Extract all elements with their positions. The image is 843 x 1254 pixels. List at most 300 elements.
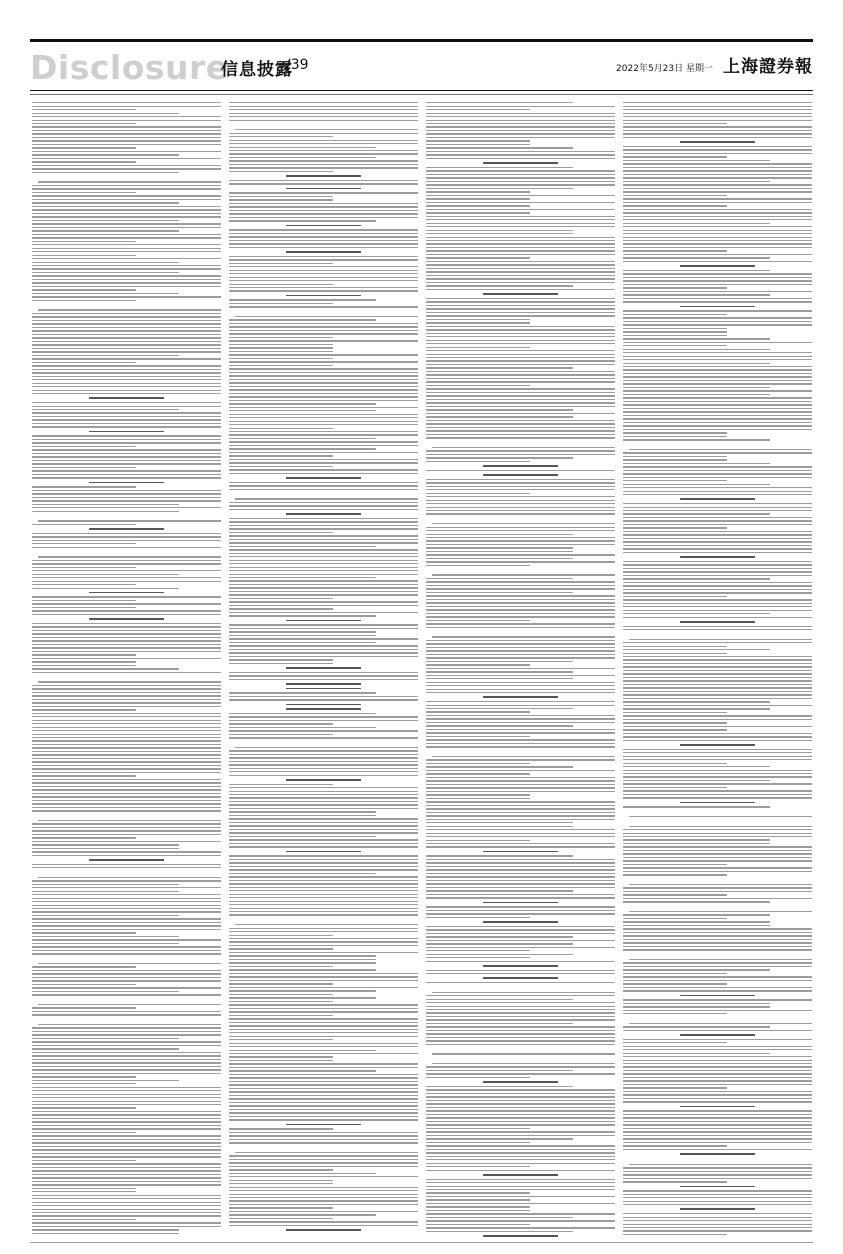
text-line <box>426 385 530 386</box>
text-line <box>426 1026 615 1027</box>
text-line <box>32 1097 221 1098</box>
text-line <box>32 113 179 114</box>
text-line <box>229 164 418 165</box>
text-line <box>229 994 333 995</box>
text-line <box>623 349 770 350</box>
text-line <box>32 939 221 940</box>
text-line <box>623 163 812 164</box>
text-line <box>229 843 418 844</box>
text-line <box>32 984 136 985</box>
text-line <box>426 627 615 628</box>
text-line <box>623 606 812 607</box>
text-line <box>229 535 418 536</box>
text-line <box>623 783 812 784</box>
text-line <box>426 588 615 589</box>
text-line <box>426 815 615 816</box>
text-line <box>229 452 418 453</box>
text-line <box>229 330 418 331</box>
text-line <box>426 357 615 358</box>
text-line <box>623 794 812 795</box>
text-line <box>426 275 615 276</box>
text-line <box>629 1164 812 1165</box>
text-line <box>32 1191 136 1192</box>
text-line <box>32 511 179 512</box>
text-line <box>229 546 376 547</box>
text-line <box>426 1070 573 1071</box>
text-line <box>229 1022 418 1023</box>
text-line <box>229 434 418 435</box>
text-line <box>32 1062 221 1063</box>
text-line <box>32 668 179 669</box>
text-line <box>235 1152 418 1153</box>
text-line <box>32 209 221 210</box>
text-line <box>426 496 615 497</box>
text-line <box>32 172 179 173</box>
text-line <box>32 1170 221 1171</box>
text-line <box>426 995 615 996</box>
text-line <box>32 894 221 895</box>
text-line <box>623 887 812 888</box>
text-line <box>426 887 615 888</box>
text-line <box>32 409 179 410</box>
text-line <box>229 1139 418 1140</box>
text-line <box>229 183 418 184</box>
text-line <box>32 540 221 541</box>
text-line <box>623 376 812 377</box>
text-line <box>32 946 221 947</box>
text-line <box>426 392 615 393</box>
text-line <box>229 808 418 809</box>
text-line <box>426 692 615 693</box>
paragraph-gap <box>32 957 221 961</box>
text-line <box>229 290 418 291</box>
text-line <box>32 116 221 117</box>
text-line <box>426 1199 530 1200</box>
text-line <box>32 1007 136 1008</box>
text-line <box>623 237 812 238</box>
text-line <box>680 621 756 623</box>
text-line <box>623 733 812 734</box>
text-line <box>623 102 812 103</box>
text-line <box>229 869 418 870</box>
text-line <box>426 457 573 458</box>
text-line <box>623 797 812 798</box>
text-line <box>229 577 376 578</box>
text-column-4 <box>623 100 812 1238</box>
text-line <box>426 240 615 241</box>
text-line <box>483 902 559 904</box>
text-line <box>229 656 418 657</box>
text-line <box>426 413 615 414</box>
text-line <box>623 106 812 107</box>
text-line <box>623 1003 770 1004</box>
text-line <box>623 425 812 426</box>
text-line <box>623 202 812 203</box>
text-line <box>229 1207 333 1208</box>
text-line <box>229 140 418 141</box>
text-line <box>32 740 221 741</box>
text-line <box>426 805 615 806</box>
text-line <box>623 352 812 353</box>
text-line <box>432 447 615 448</box>
text-line <box>229 196 333 197</box>
text-line <box>426 866 615 867</box>
text-line <box>426 929 615 930</box>
text-line <box>32 446 136 447</box>
text-line <box>680 744 756 746</box>
text-line <box>623 1091 812 1092</box>
text-line <box>32 1066 221 1067</box>
text-line <box>229 256 418 257</box>
text-line <box>426 725 573 726</box>
text-line <box>426 640 615 641</box>
text-line <box>32 500 221 501</box>
text-line <box>32 588 179 589</box>
text-line <box>623 1056 812 1057</box>
text-line <box>229 737 418 738</box>
text-line <box>229 229 418 230</box>
text-line <box>32 1055 221 1056</box>
text-line <box>229 358 333 359</box>
text-line <box>426 943 573 944</box>
paragraph-gap <box>623 953 812 957</box>
paragraph-gap <box>426 985 615 989</box>
text-line <box>426 219 615 220</box>
text-line <box>38 963 221 964</box>
text-line <box>32 661 136 662</box>
text-line <box>229 696 418 697</box>
text-line <box>229 608 333 609</box>
text-line <box>286 779 362 781</box>
text-line <box>229 120 418 121</box>
text-line <box>426 599 615 600</box>
text-line <box>32 706 221 707</box>
text-line <box>426 711 530 712</box>
text-line <box>32 823 221 824</box>
text-line <box>229 822 418 823</box>
masthead <box>30 46 813 86</box>
text-line <box>623 226 812 227</box>
text-line <box>32 803 221 804</box>
text-line <box>426 606 615 607</box>
text-line <box>38 181 221 182</box>
text-line <box>426 859 615 860</box>
text-line <box>623 1042 727 1043</box>
text-line <box>680 995 756 997</box>
text-line <box>623 1110 812 1111</box>
text-line <box>426 271 615 272</box>
text-line <box>426 254 615 255</box>
text-line <box>426 343 615 344</box>
text-line <box>623 1094 812 1095</box>
text-line <box>32 584 136 585</box>
text-line <box>32 275 221 276</box>
text-line <box>229 832 418 833</box>
text-line <box>32 1209 221 1210</box>
text-line <box>229 428 333 429</box>
text-line <box>32 943 179 944</box>
text-line <box>32 456 221 457</box>
text-line <box>426 558 573 559</box>
text-line <box>426 1110 615 1111</box>
text-line <box>623 1234 727 1235</box>
text-line <box>426 333 615 334</box>
text-line <box>623 1006 770 1007</box>
text-line <box>229 150 418 151</box>
text-line <box>229 750 418 751</box>
text-line <box>623 191 812 192</box>
text-line <box>426 191 530 192</box>
text-line <box>32 1202 221 1203</box>
text-line <box>426 1135 615 1136</box>
text-line <box>32 470 221 471</box>
text-line <box>623 1149 812 1150</box>
text-line <box>229 340 418 341</box>
text-line <box>426 826 573 827</box>
text-line <box>229 897 418 898</box>
text-line <box>229 280 418 281</box>
text-line <box>426 801 615 802</box>
text-line <box>623 287 727 288</box>
text-line <box>426 668 615 669</box>
text-line <box>32 911 221 912</box>
text-line <box>32 386 221 387</box>
text-line <box>229 171 333 172</box>
text-line <box>623 216 812 217</box>
text-line <box>229 445 418 446</box>
text-line <box>426 416 573 417</box>
text-line <box>623 599 812 600</box>
text-line <box>483 965 559 967</box>
text-line <box>680 1153 756 1155</box>
text-line <box>32 390 221 391</box>
text-line <box>32 120 221 121</box>
text-line <box>32 1118 221 1119</box>
text-line <box>483 162 559 164</box>
text-line <box>623 653 727 654</box>
text-line <box>32 709 136 710</box>
text-line <box>483 1174 559 1176</box>
text-line <box>623 1145 727 1146</box>
text-line <box>32 282 221 283</box>
text-line <box>426 595 615 596</box>
text-line <box>229 598 333 599</box>
text-line <box>623 829 812 830</box>
text-line <box>426 261 615 262</box>
text-line <box>32 789 221 790</box>
text-line <box>229 1053 418 1054</box>
text-line <box>229 1187 418 1188</box>
text-line <box>623 966 812 967</box>
text-line <box>32 1128 221 1129</box>
text-line <box>623 126 812 127</box>
text-line <box>623 806 770 807</box>
text-line <box>623 1135 812 1136</box>
text-line <box>229 372 418 373</box>
text-line <box>623 1030 812 1031</box>
text-line <box>623 415 812 416</box>
text-line <box>229 959 376 960</box>
text-line <box>32 929 221 930</box>
text-line <box>623 983 727 984</box>
text-line <box>229 1095 418 1096</box>
text-line <box>229 206 418 207</box>
paragraph-gap <box>426 1047 615 1051</box>
text-line <box>426 289 615 290</box>
text-line <box>426 278 615 279</box>
text-line <box>623 335 727 336</box>
text-line <box>623 853 812 854</box>
text-line <box>229 347 333 348</box>
text-line <box>426 869 615 870</box>
text-line <box>229 417 418 418</box>
text-line <box>229 797 418 798</box>
footer-rule <box>30 1242 813 1243</box>
text-line <box>623 712 727 713</box>
text-line <box>32 936 179 937</box>
text-line <box>32 323 221 324</box>
text-line <box>229 605 418 606</box>
paragraph-gap <box>623 1237 812 1238</box>
text-line <box>229 784 333 785</box>
text-line <box>32 1132 136 1133</box>
text-line <box>286 704 362 706</box>
text-line <box>426 534 573 535</box>
text-line <box>32 966 136 967</box>
text-line <box>426 116 615 117</box>
text-line <box>229 1128 333 1129</box>
text-line <box>229 894 418 895</box>
text-line <box>229 525 418 526</box>
text-line <box>32 195 221 196</box>
text-line <box>426 102 573 103</box>
text-line <box>426 715 615 716</box>
text-line <box>623 198 812 199</box>
text-line <box>426 308 615 309</box>
text-line <box>426 1142 530 1143</box>
text-line <box>32 251 221 252</box>
text-line <box>32 626 221 627</box>
text-line <box>32 1014 221 1015</box>
text-line <box>623 749 812 750</box>
text-line <box>32 402 221 403</box>
text-line <box>623 153 812 154</box>
text-line <box>426 1231 573 1232</box>
text-line <box>229 1004 418 1005</box>
text-line <box>426 367 573 368</box>
text-line <box>623 338 770 339</box>
text-line <box>286 477 362 479</box>
text-line <box>32 547 221 548</box>
text-line <box>229 326 418 327</box>
text-line <box>623 257 770 258</box>
text-line <box>623 181 770 182</box>
text-line <box>229 624 418 625</box>
text-line <box>426 784 615 785</box>
text-line <box>32 313 221 314</box>
text-line <box>229 846 418 847</box>
text-line <box>426 722 615 723</box>
text-line <box>32 901 221 902</box>
text-line <box>680 802 756 804</box>
paragraph-gap <box>426 568 615 572</box>
text-line <box>623 719 812 720</box>
text-line <box>623 466 812 467</box>
text-line <box>623 656 812 657</box>
text-line <box>32 1177 221 1178</box>
text-line <box>229 303 333 304</box>
text-line <box>483 1081 559 1083</box>
text-line <box>623 373 812 374</box>
text-line <box>623 932 812 933</box>
text-line <box>680 141 756 143</box>
text-line <box>229 213 418 214</box>
text-line <box>623 1114 812 1115</box>
text-line <box>229 1036 418 1037</box>
text-line <box>286 188 362 190</box>
text-line <box>32 922 221 923</box>
text-line <box>32 1090 221 1091</box>
text-line <box>32 241 136 242</box>
text-line <box>229 469 418 470</box>
text-line <box>229 928 418 929</box>
text-line <box>426 395 615 396</box>
text-line <box>32 887 221 888</box>
text-line <box>32 751 221 752</box>
text-line <box>426 1196 615 1197</box>
text-line <box>623 649 770 650</box>
text-line <box>32 1135 221 1136</box>
text-line <box>426 354 615 355</box>
text-line <box>229 109 418 110</box>
text-line <box>229 462 418 463</box>
text-line <box>426 1152 615 1153</box>
text-line <box>623 708 770 709</box>
text-line <box>32 730 221 731</box>
text-line <box>426 819 615 820</box>
text-line <box>623 1010 812 1011</box>
text-line <box>623 684 812 685</box>
text-line <box>623 942 812 943</box>
text-line <box>426 1156 615 1157</box>
text-line <box>432 574 615 575</box>
text-line <box>623 561 812 562</box>
text-line <box>229 333 418 334</box>
page-number: /39 <box>286 57 309 73</box>
text-line <box>426 257 530 258</box>
text-line <box>229 455 333 456</box>
text-line <box>32 1083 136 1084</box>
text-line <box>32 723 221 724</box>
text-line <box>623 1142 812 1143</box>
text-line <box>623 310 812 311</box>
text-line <box>680 498 756 500</box>
text-line <box>426 264 615 265</box>
text-line <box>32 188 221 189</box>
text-line <box>623 871 812 872</box>
text-line <box>32 126 221 127</box>
text-line <box>623 1087 727 1088</box>
text-line <box>229 382 418 383</box>
text-line <box>229 259 418 260</box>
text-line <box>229 584 418 585</box>
text-line <box>426 1009 615 1010</box>
paragraph-gap <box>32 1018 221 1022</box>
text-line <box>229 167 418 168</box>
text-line <box>426 205 530 206</box>
text-line <box>623 928 812 929</box>
text-line <box>426 794 530 795</box>
